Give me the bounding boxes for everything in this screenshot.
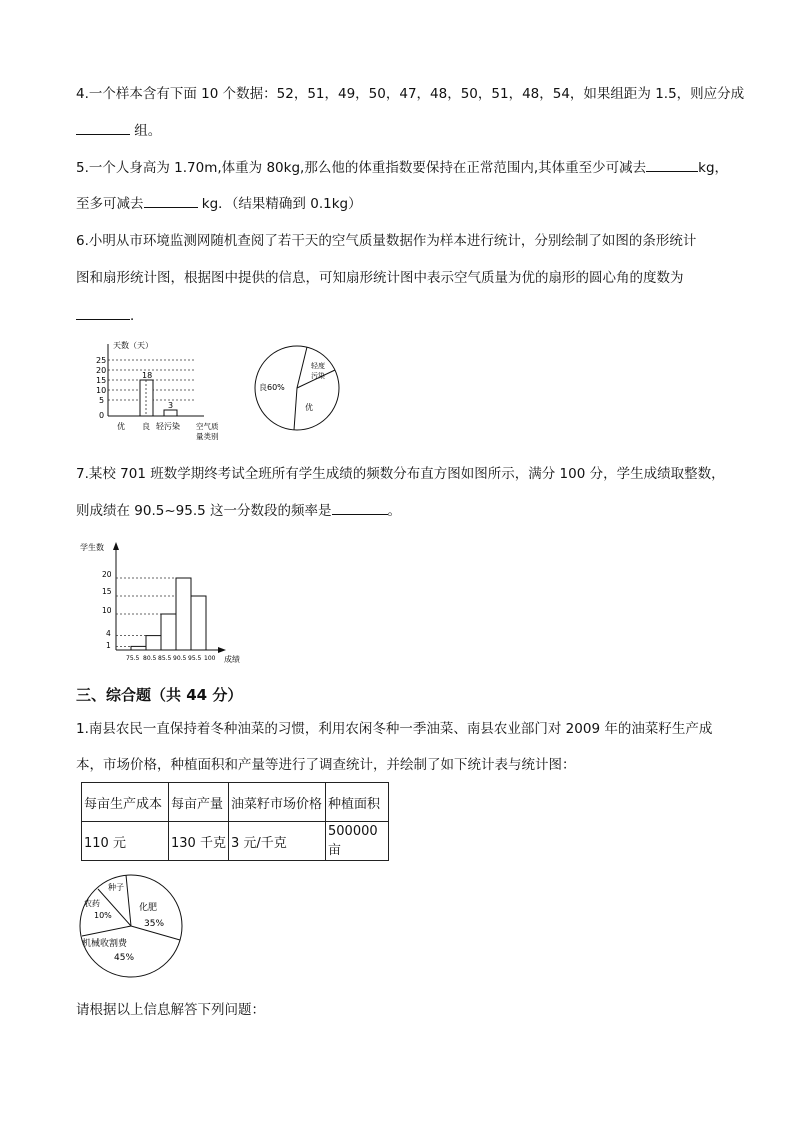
y-tick: 25 (96, 356, 107, 365)
y-tick: 10 (96, 386, 107, 395)
answer-blank[interactable] (76, 305, 130, 320)
table-header: 油菜籽市场价格 (229, 783, 326, 822)
pie-pct-harvest: 45% (114, 953, 135, 963)
q6-line1: 6.小明从市环境监测网随机查阅了若干天的空气质量数据作为样本进行统计，分别绘制了如图的条形统计 (76, 233, 697, 249)
y-tick: 15 (102, 587, 112, 596)
y-tick: 0 (99, 411, 105, 420)
q6-text3: ． (130, 308, 144, 324)
answer-blank[interactable] (646, 157, 698, 172)
answer-blank[interactable] (144, 193, 198, 208)
air-quality-bar-chart (84, 336, 244, 448)
p1-line2: 本，市场价格，种植面积和产量等进行了调查统计，并绘制了如下统计表与统计图： (76, 757, 576, 773)
q5-line2 (76, 193, 362, 214)
x-tick: 95.5 (188, 655, 202, 662)
y-axis-label: 学生数 (80, 543, 104, 552)
air-quality-pie-chart (253, 344, 343, 434)
data-label: 18 (142, 371, 153, 380)
q5-line1 (76, 157, 728, 178)
histogram-bar (191, 596, 206, 650)
y-tick: 15 (96, 376, 107, 385)
pie-label-light-2: 污染 (311, 372, 325, 380)
x-tick: 75.5 (126, 655, 140, 662)
pie-label-good: 良60% (259, 383, 285, 392)
table-cell: 130 千克 (169, 822, 229, 861)
histogram-bar (161, 614, 176, 650)
x-tick: 优 (117, 422, 125, 431)
table-cell: 500000 亩 (326, 822, 389, 861)
table-cell: 110 元 (82, 822, 169, 861)
q4-line1: 4.一个样本含有下面 10 个数据：52，51，49，50，47，48，50，51，48，54，如果组距为 1.5，则应分成 (76, 86, 745, 102)
x-axis-arrow (218, 647, 226, 653)
y-axis-arrow (113, 542, 119, 550)
x-tick: 90.5 (173, 655, 187, 662)
table-header: 每亩产量 (169, 783, 229, 822)
y-tick: 10 (102, 606, 112, 615)
q6-line2: 图和扇形统计图，根据图中提供的信息，可知扇形统计图中表示空气质量为优的扇形的圆心角的度数为 (76, 270, 684, 286)
pie-label-seed: 种子 (108, 883, 124, 892)
y-tick: 4 (106, 629, 111, 638)
bar-good (140, 380, 153, 416)
x-axis-label-2: 量类别 (196, 432, 219, 441)
x-tick: 85.5 (158, 655, 172, 662)
pie-label-pesticide: 农药 (84, 899, 100, 908)
cost-pie-chart (76, 874, 196, 984)
q5-unit1: kg， (698, 160, 729, 176)
y-tick: 20 (96, 366, 107, 375)
q4-text2: 组。 (134, 123, 162, 139)
pie-label-excellent: 优 (305, 403, 313, 412)
pie-label-fertilizer: 化肥 (139, 903, 158, 913)
section-title: 三、综合题（共 44 分） (76, 686, 243, 704)
cost-table (81, 782, 389, 861)
answer-blank[interactable] (76, 120, 130, 135)
score-histogram (80, 538, 250, 668)
y-tick: 20 (102, 570, 112, 579)
q7-line2 (76, 500, 401, 521)
x-tick: 100 (204, 655, 216, 662)
q5-text3: kg．（结果精确到 0.1kg） (201, 196, 362, 212)
table-header: 种植面积 (326, 783, 389, 822)
pie-label-light-1: 轻度 (311, 362, 325, 370)
q7-text3: 。 (387, 503, 402, 519)
x-tick: 良 (142, 422, 150, 431)
x-axis-label: 空气质 (196, 422, 219, 431)
x-tick: 80.5 (143, 655, 157, 662)
pie-pct-pesticide: 10% (94, 911, 112, 920)
q5-text2: 至多可减去 (76, 196, 144, 212)
histogram-bar (176, 578, 191, 650)
x-tick: 轻污染 (156, 422, 180, 431)
p1-line1: 1.南县农民一直保持着冬种油菜的习惯，利用农闲冬种一季油菜、南县农业部门对 2009 年的油菜籽生产成 (76, 721, 713, 737)
bar-light-pollution (164, 410, 177, 416)
histogram-bar (146, 636, 161, 650)
q5-text1: 5.一个人身高为 1.70m,体重为 80kg,那么他的体重指数要保持在正常范围内,其体重至少可减去 (76, 160, 647, 176)
q7-text2: 则成绩在 90.5~95.5 这一分数段的频率是 (76, 503, 332, 519)
y-tick: 5 (99, 396, 105, 405)
answer-blank[interactable] (332, 500, 388, 515)
histogram-bar (131, 646, 146, 650)
pie-pct-fertilizer: 35% (144, 919, 165, 929)
data-label: 3 (168, 401, 174, 410)
q7-line1: 7.某校 701 班数学期终考试全班所有学生成绩的频数分布直方图如图所示，满分 100 分，学生成绩取整数， (76, 466, 725, 482)
table-header: 每亩生产成本 (82, 783, 169, 822)
y-axis-label: 天数（天） (113, 341, 153, 350)
p1-footer: 请根据以上信息解答下列问题： (76, 1002, 265, 1018)
q6-line3 (76, 305, 144, 326)
q4-line2 (76, 120, 161, 141)
x-axis-label: 成绩 (224, 655, 240, 664)
y-tick: 1 (106, 641, 111, 650)
pie-label-harvest: 机械收割费 (82, 939, 128, 949)
table-cell: 3 元/千克 (229, 822, 326, 861)
